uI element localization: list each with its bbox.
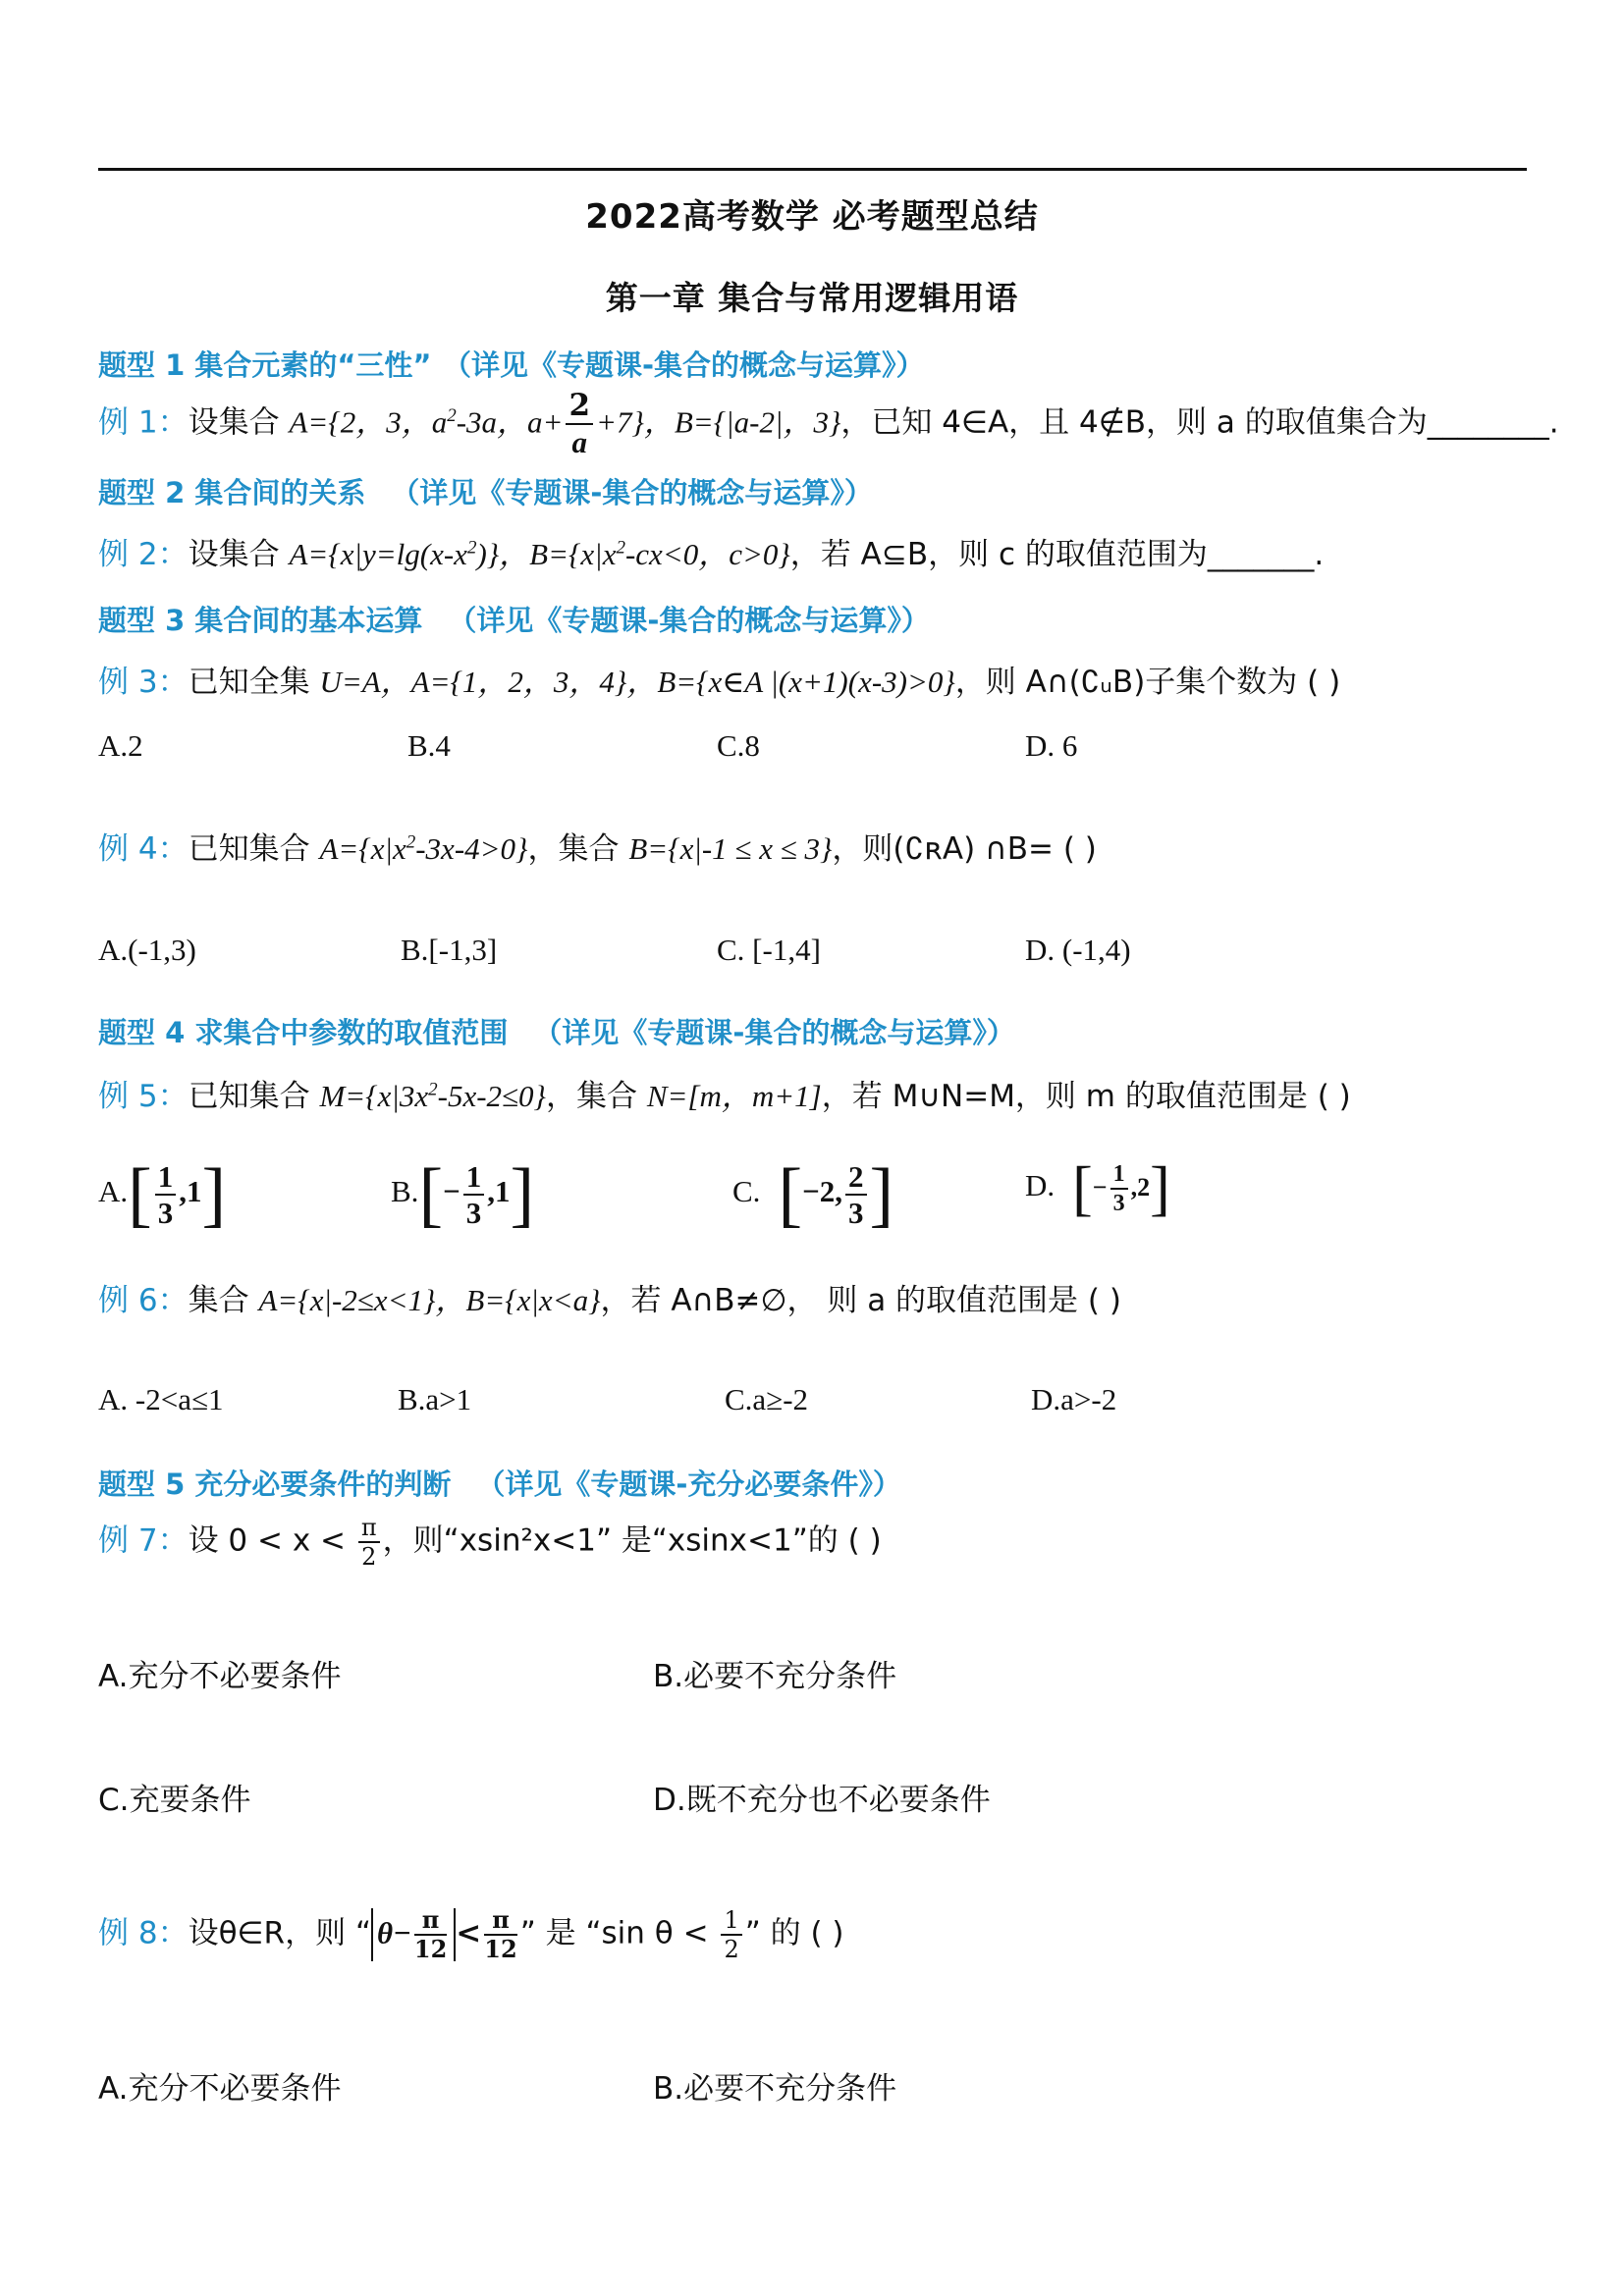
math-text: A={x|y=lg(x-x	[289, 537, 467, 571]
math-text: U=A，A={1，2，3，4}，B={x∈A |(x+1)(x-3)>0}	[319, 665, 955, 699]
option-b: B.[-1,3]	[401, 933, 498, 967]
fraction	[1110, 1162, 1128, 1215]
denominator: 3	[1112, 1191, 1125, 1216]
example-8	[98, 1905, 844, 1963]
fraction	[845, 1161, 867, 1228]
example-3	[98, 664, 1340, 701]
chapter-title: 第一章 集合与常用逻辑用语	[605, 279, 1019, 317]
numerator: 2	[845, 1161, 867, 1196]
example-text: ，若 M∪N=M，则 m 的取值范围是 ( )	[821, 1079, 1351, 1114]
section-heading	[98, 1011, 1015, 1051]
option-b: B.必要不充分条件	[653, 2071, 897, 2107]
section-label: 题型 2 集合间的关系	[98, 476, 366, 509]
fraction	[721, 1908, 741, 1961]
math-text: A={2，3，a	[289, 404, 448, 440]
option-c: C. [-1,4]	[717, 933, 821, 967]
option-a	[98, 1154, 227, 1235]
denominator: 3	[465, 1196, 482, 1230]
math-text: -3x-4>0}	[415, 831, 528, 866]
absolute-value	[371, 1905, 456, 1963]
interval-right: ,1	[179, 1174, 202, 1209]
option-letter: A.	[98, 1174, 129, 1209]
numerator: π	[484, 1908, 516, 1936]
section-label: 题型 4 求集合中参数的取值范围	[98, 1016, 509, 1049]
denominator: 3	[848, 1196, 864, 1230]
fraction	[155, 1161, 177, 1228]
math-text: N=[m，m+1]	[646, 1079, 822, 1113]
superscript: 2	[466, 537, 477, 559]
option-c: C.充要条件	[98, 1783, 251, 1818]
example-label: 例 3：	[98, 665, 189, 700]
section-label: 题型 3 集合间的基本运算	[98, 604, 423, 637]
denominator: 2	[724, 1936, 739, 1963]
option-d: D.既不充分也不必要条件	[653, 1783, 991, 1818]
section-ref: （详见《专题课-集合的概念与运算》）	[533, 1016, 1015, 1049]
option-a: A.2	[98, 728, 143, 763]
option-c	[732, 1154, 894, 1235]
example-label: 例 1：	[98, 404, 189, 441]
math-text: +7}，B={|a-2|，3}	[596, 404, 841, 440]
interval-right: ,2	[1130, 1173, 1151, 1202]
example-label: 例 4：	[98, 831, 189, 867]
option-a: A.充分不必要条件	[98, 1659, 342, 1694]
section-heading	[98, 1463, 901, 1503]
option-c: C.8	[717, 728, 760, 763]
example-text: ” 的 ( )	[744, 1915, 844, 1951]
numerator: 1	[721, 1908, 741, 1936]
example-text: 设集合	[188, 404, 290, 441]
right-bracket: ]	[869, 1154, 894, 1235]
example-label: 例 7：	[98, 1522, 189, 1559]
section-ref: （详见《专题课-集合的概念与运算》）	[448, 604, 930, 637]
math-text: -3a，a+	[456, 404, 564, 440]
option-b	[391, 1154, 535, 1235]
left-bracket: [	[418, 1154, 444, 1235]
example-2	[98, 536, 1324, 573]
option-c: C.a≥-2	[725, 1382, 809, 1416]
right-bracket: ]	[201, 1154, 227, 1235]
example-text: ，则“xsin²x<1” 是“xsinx<1”的 ( )	[382, 1522, 882, 1559]
example-text: ” 是 “sin θ <	[519, 1915, 719, 1951]
section-ref: （详见《专题课-集合的概念与运算》）	[391, 476, 873, 509]
option-d: D.a>-2	[1031, 1382, 1117, 1416]
section-heading	[98, 344, 925, 384]
example-text: ，则 A∩(∁ᵤB)子集个数为 ( )	[954, 665, 1341, 700]
example-text: ，则(∁ʀA) ∩B= ( )	[832, 831, 1097, 867]
math-text: θ−	[377, 1915, 411, 1950]
denominator: 3	[157, 1196, 174, 1230]
math-text: <	[456, 1915, 482, 1951]
superscript: 2	[428, 1079, 438, 1100]
section-label: 题型 5 充分必要条件的判断	[98, 1468, 452, 1501]
top-rule	[98, 168, 1527, 171]
numerator: 1	[155, 1161, 177, 1196]
example-4	[98, 830, 1097, 868]
math-text: -cx<0，c>0}	[624, 537, 790, 571]
left-bracket: [	[128, 1154, 152, 1235]
interval-left: −	[1092, 1173, 1108, 1202]
example-text: ，已知 4∈A，且 4∉B，则 a 的取值集合为________.	[840, 404, 1559, 441]
example-label: 例 2：	[98, 537, 189, 572]
option-d	[1025, 1155, 1170, 1222]
option-a: A.(-1,3)	[98, 933, 196, 967]
section-ref: （详见《专题课-集合的概念与运算》）	[457, 348, 925, 382]
math-text: A={x|-2≤x<1}，B={x|x<a}	[258, 1283, 601, 1317]
option-d: D. (-1,4)	[1025, 933, 1131, 967]
numerator: π	[358, 1516, 380, 1543]
section-ref: （详见《专题课-充分必要条件》）	[476, 1468, 901, 1501]
option-b: B.a>1	[398, 1382, 472, 1416]
option-d: D. 6	[1025, 728, 1078, 763]
section-heading	[98, 599, 930, 639]
example-text: 设 0 < x <	[188, 1522, 355, 1559]
fraction	[566, 388, 593, 459]
math-text: )}，B={x|x	[476, 537, 617, 571]
fraction	[413, 1905, 448, 1963]
option-b: B.4	[407, 728, 451, 763]
example-text: 已知集合	[188, 831, 320, 867]
example-text: ，若 A⊆B，则 c 的取值范围为_______.	[789, 537, 1325, 572]
interval-right: ,1	[487, 1174, 511, 1209]
numerator: 1	[463, 1161, 485, 1196]
left-bracket: [	[1072, 1155, 1093, 1222]
example-text: 集合	[188, 1283, 259, 1318]
superscript: 2	[447, 405, 457, 427]
example-text: 已知全集	[188, 665, 320, 700]
denominator: 2	[361, 1543, 377, 1571]
example-text: 设θ∈R，则 “	[188, 1915, 372, 1951]
denominator: 12	[413, 1935, 448, 1963]
math-text: A={x|x	[319, 831, 406, 866]
example-text: 设集合	[188, 537, 290, 572]
example-label: 例 6：	[98, 1283, 189, 1318]
option-a: A. -2<a≤1	[98, 1382, 224, 1416]
example-7	[98, 1516, 882, 1569]
section-label: 题型 1 集合元素的“三性”	[98, 348, 432, 382]
fraction	[484, 1905, 517, 1963]
page-title: 2022高考数学 必考题型总结	[585, 197, 1039, 237]
section-heading	[98, 471, 873, 511]
superscript: 2	[616, 537, 625, 559]
fraction	[358, 1516, 380, 1569]
example-1	[98, 388, 1559, 459]
right-bracket: ]	[1150, 1155, 1170, 1222]
denominator: 12	[484, 1935, 517, 1963]
math-text: -5x-2≤0}	[437, 1079, 546, 1113]
numerator: π	[414, 1908, 447, 1936]
example-6	[98, 1282, 1121, 1319]
superscript: 2	[406, 831, 416, 853]
example-label: 例 5：	[98, 1079, 189, 1114]
example-5	[98, 1078, 1351, 1115]
example-text: ，集合	[527, 831, 629, 867]
interval-left: −	[443, 1174, 460, 1209]
option-b: B.必要不充分条件	[653, 1659, 897, 1694]
option-letter: B.	[391, 1174, 419, 1209]
example-label: 例 8：	[98, 1915, 189, 1951]
denominator: a	[571, 425, 587, 459]
fraction	[463, 1161, 485, 1228]
interval-left: −2,	[802, 1174, 843, 1209]
left-bracket: [	[778, 1154, 803, 1235]
example-text: ，若 A∩B≠∅， 则 a 的取值范围是 ( )	[600, 1283, 1121, 1318]
numerator: 1	[1110, 1162, 1128, 1190]
right-bracket: ]	[510, 1154, 535, 1235]
option-letter: C.	[732, 1174, 761, 1209]
option-letter: D.	[1025, 1168, 1056, 1203]
numerator: 2	[566, 391, 593, 425]
option-a: A.充分不必要条件	[98, 2071, 342, 2107]
math-text: M={x|3x	[319, 1079, 429, 1113]
example-text: 已知集合	[188, 1079, 320, 1114]
math-text: B={x|-1 ≤ x ≤ 3}	[628, 831, 833, 866]
example-text: ，集合	[545, 1079, 647, 1114]
